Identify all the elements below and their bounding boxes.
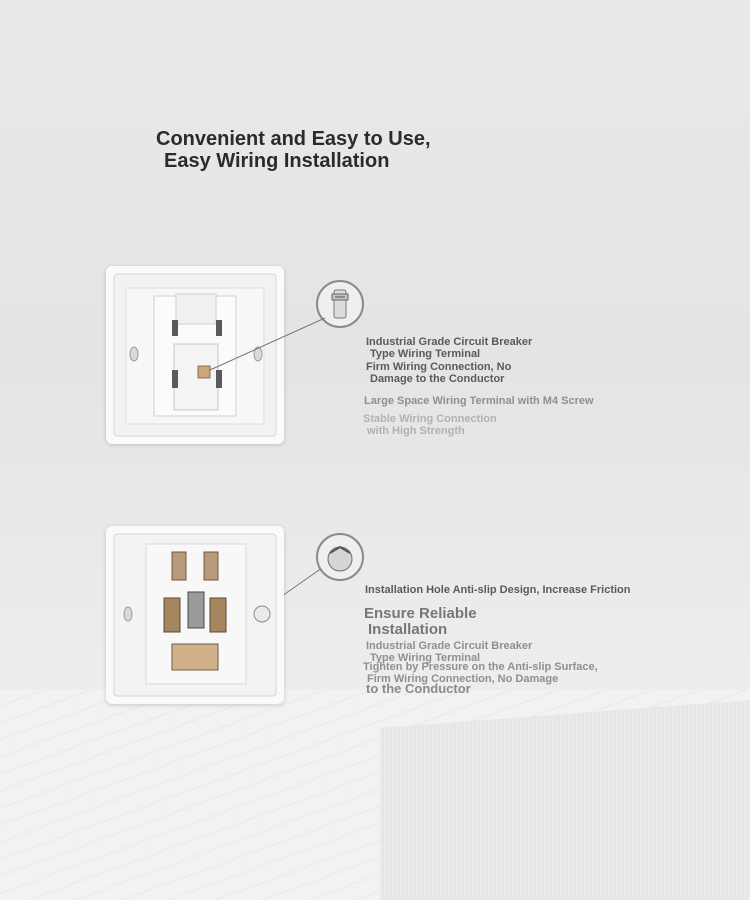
feature-ensure-line2: Installation: [368, 621, 448, 638]
feature-terminal-line2: Type Wiring Terminal: [370, 348, 481, 360]
feature-ensure: [364, 606, 477, 638]
feature-conductor-text: to the Conductor: [366, 681, 471, 696]
feature-stable-line1: Stable Wiring Connection: [363, 413, 497, 425]
switch-back-panel-image: [106, 266, 284, 444]
feature-large-space: [364, 395, 594, 407]
feature-stable: [363, 413, 497, 437]
feature-terminal-line1: Industrial Grade Circuit Breaker: [366, 336, 533, 348]
feature-ensure-line1: Ensure Reliable: [364, 605, 477, 622]
background-block: [380, 700, 750, 900]
title-line-1: Convenient and Easy to Use,: [156, 128, 431, 150]
feature-firm: [366, 361, 511, 385]
install-hole-zoom-icon: [316, 533, 364, 581]
socket-back-panel-image: [106, 526, 284, 704]
feature-stable-line2: with High Strength: [367, 425, 465, 437]
feature-firm-line2: Damage to the Conductor: [370, 373, 505, 385]
feature-conductor: [366, 683, 471, 695]
wiring-terminal-zoom-icon: [316, 280, 364, 328]
feature-tighten-text: Tighten by Pressure on the Anti-slip Surface,: [363, 661, 598, 673]
feature-firm-2-text: Firm Wiring Connection, No Damage: [367, 673, 559, 685]
feature-terminal-2-line2: Type Wiring Terminal: [370, 652, 481, 664]
feature-install-hole: [365, 584, 630, 596]
feature-terminal-2-line1: Industrial Grade Circuit Breaker: [366, 640, 533, 652]
page-title: [156, 128, 431, 172]
feature-large-space-text: Large Space Wiring Terminal with M4 Screw: [364, 395, 594, 407]
feature-firm-line1: Firm Wiring Connection, No: [366, 361, 512, 373]
feature-terminal: [366, 336, 532, 360]
title-line-2: Easy Wiring Installation: [164, 150, 390, 172]
feature-install-hole-text: Installation Hole Anti-slip Design, Increase Friction: [365, 584, 631, 596]
